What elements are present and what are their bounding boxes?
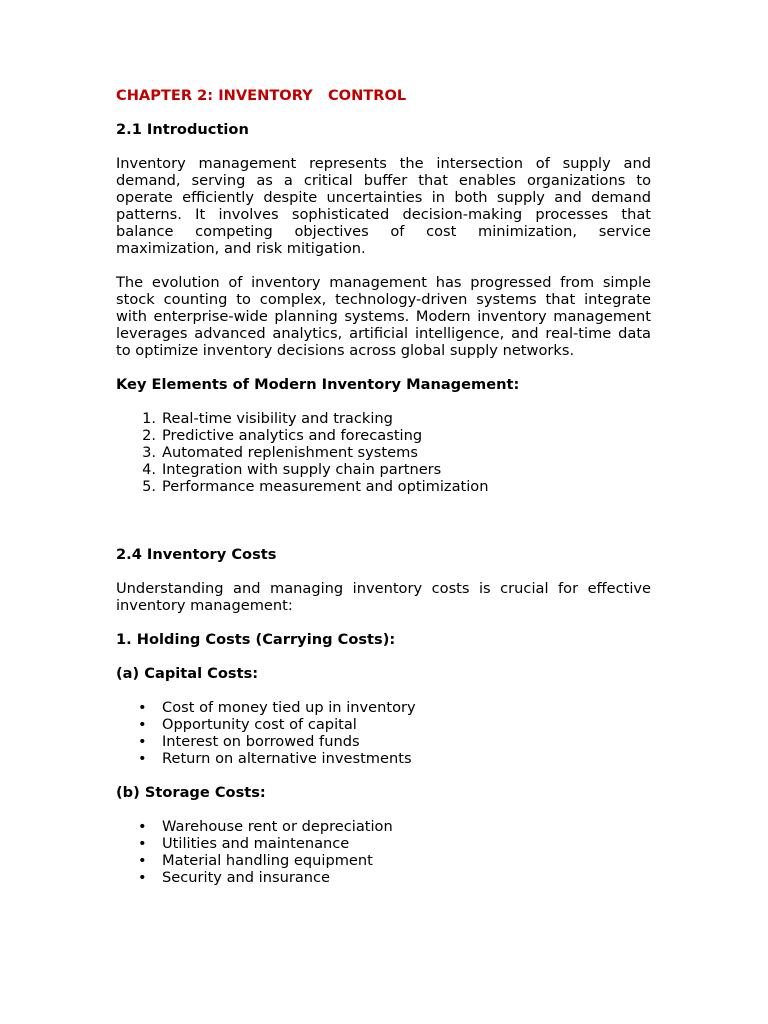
key-elements-heading: Key Elements of Modern Inventory Management: — [116, 376, 520, 393]
list-item — [116, 750, 651, 767]
list-number: 2. — [142, 427, 156, 444]
list-item-text: Return on alternative investments — [162, 750, 412, 767]
list-item — [116, 461, 651, 478]
capital-costs-heading: (a) Capital Costs: — [116, 665, 259, 682]
list-item-text: Utilities and maintenance — [162, 835, 350, 852]
list-item-text: Real-time visibility and tracking — [162, 410, 393, 427]
key-elements-list — [116, 410, 651, 495]
bullet-icon: • — [138, 750, 147, 767]
document-page — [116, 87, 651, 903]
intro-paragraph-1: Inventory management represents the intersection of supply and demand, serving as a critical buffer that enables organizations to operate efficiently despite uncertainties in both supply and demand patterns. It involves sophisticated decision-making processes that balance competing objectives of cost minimization, service maximization, and risk mitigation. — [116, 155, 651, 257]
holding-costs-heading: 1. Holding Costs (Carrying Costs): — [116, 631, 396, 648]
bullet-icon: • — [138, 869, 147, 886]
list-item — [116, 478, 651, 495]
list-number: 4. — [142, 461, 156, 478]
list-item — [116, 716, 651, 733]
list-item — [116, 835, 651, 852]
intro-paragraph-2: The evolution of inventory management has progressed from simple stock counting to complex, technology-driven systems that integrate with enterprise-wide planning systems. Modern inventory management leverages advanced analytics, artificial intelligence, and real-time data to optimize inventory decisions across global supply networks. — [116, 274, 651, 359]
list-item — [116, 869, 651, 886]
list-item — [116, 818, 651, 835]
list-item — [116, 852, 651, 869]
list-number: 1. — [142, 410, 156, 427]
chapter-title: CHAPTER 2: INVENTORY CONTROL — [116, 87, 407, 104]
storage-costs-list — [116, 818, 651, 886]
list-item-text: Warehouse rent or depreciation — [162, 818, 393, 835]
list-item-text: Performance measurement and optimization — [162, 478, 489, 495]
storage-costs-heading: (b) Storage Costs: — [116, 784, 266, 801]
list-item-text: Predictive analytics and forecasting — [162, 427, 423, 444]
bullet-icon: • — [138, 699, 147, 716]
section-spacer — [116, 512, 651, 546]
list-item-text: Interest on borrowed funds — [162, 733, 360, 750]
bullet-icon: • — [138, 733, 147, 750]
list-item-text: Opportunity cost of capital — [162, 716, 357, 733]
list-item-text: Cost of money tied up in inventory — [162, 699, 416, 716]
list-item-text: Material handling equipment — [162, 852, 373, 869]
bullet-icon: • — [138, 716, 147, 733]
list-number: 3. — [142, 444, 156, 461]
list-item — [116, 733, 651, 750]
bullet-icon: • — [138, 835, 147, 852]
list-item-text: Automated replenishment systems — [162, 444, 418, 461]
list-item — [116, 427, 651, 444]
list-item-text: Security and insurance — [162, 869, 331, 886]
bullet-icon: • — [138, 852, 147, 869]
section-heading-inventory-costs: 2.4 Inventory Costs — [116, 546, 277, 563]
section-heading-introduction: 2.1 Introduction — [116, 121, 249, 138]
list-item — [116, 699, 651, 716]
costs-paragraph: Understanding and managing inventory costs is crucial for effective inventory management: — [116, 580, 651, 614]
list-number: 5. — [142, 478, 156, 495]
capital-costs-list — [116, 699, 651, 767]
list-item — [116, 410, 651, 427]
list-item — [116, 444, 651, 461]
bullet-icon: • — [138, 818, 147, 835]
list-item-text: Integration with supply chain partners — [162, 461, 442, 478]
